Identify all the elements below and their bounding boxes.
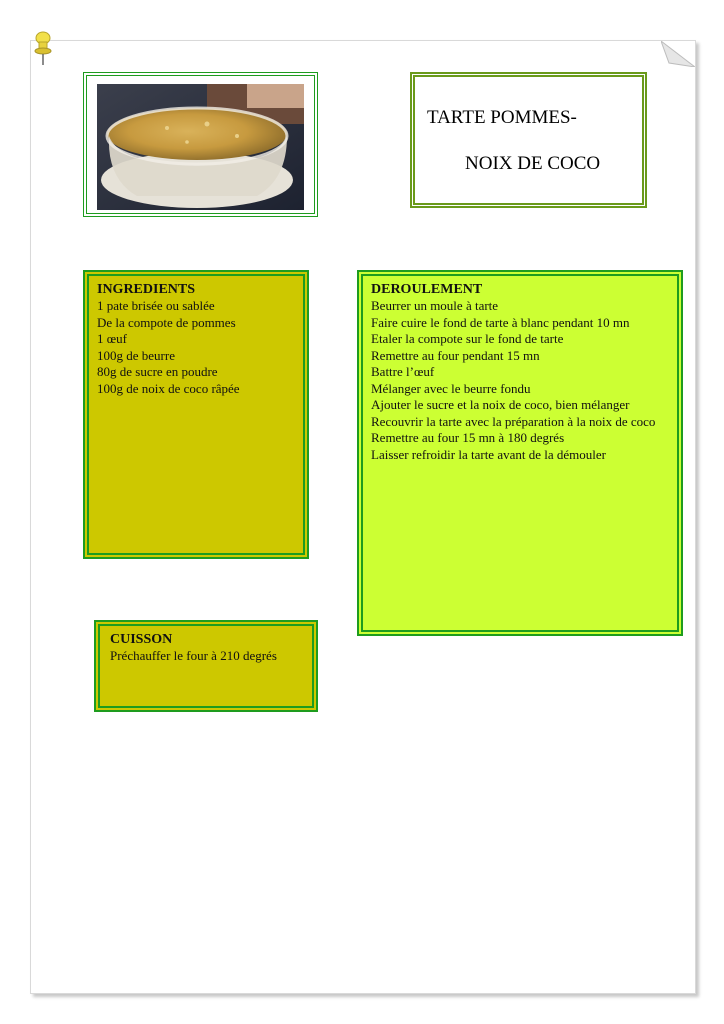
pushpin-icon — [33, 30, 53, 66]
deroulement-heading: DEROULEMENT — [371, 282, 483, 297]
ingredient-item: 1 pate brisée ou sablée — [97, 298, 215, 313]
ingredient-item: 1 œuf — [97, 331, 127, 346]
ingredients-box — [83, 270, 309, 559]
recipe-title-line-2: NOIX DE COCO — [465, 153, 601, 174]
deroulement-step: Beurrer un moule à tarte — [371, 298, 499, 313]
page-corner-fold-icon — [661, 41, 695, 67]
deroulement-step: Remettre au four 15 mn à 180 degrés — [371, 430, 565, 445]
deroulement-step: Mélanger avec le beurre fondu — [371, 380, 531, 396]
photo-frame — [83, 72, 318, 217]
tart-photo-icon — [97, 84, 304, 210]
ingredient-item: 80g de sucre en poudre — [97, 364, 218, 379]
deroulement-step: Ajouter le sucre et la noix de coco, bien mélanger — [371, 397, 630, 412]
recipe-title-line-1: TARTE POMMES- — [427, 107, 577, 128]
deroulement-step: Recouvrir la tarte avec la préparation à la noix de coco — [371, 413, 656, 429]
deroulement-step: Etaler la compote sur le fond de tarte — [371, 331, 564, 346]
cuisson-box — [94, 620, 318, 712]
ingredient-item: 100g de noix de coco râpée — [97, 380, 240, 396]
recipe-title-box — [410, 72, 647, 208]
deroulement-step: Faire cuire le fond de tarte à blanc pendant 10 mn — [371, 314, 630, 330]
deroulement-step: Remettre au four pendant 15 mn — [371, 347, 540, 363]
deroulement-step: Battre l’œuf — [371, 364, 435, 379]
ingredients-heading: INGREDIENTS — [97, 282, 196, 297]
ingredient-item: 100g de beurre — [97, 347, 175, 363]
cuisson-text: Préchauffer le four à 210 degrés — [110, 648, 277, 663]
cuisson-heading: CUISSON — [110, 632, 173, 647]
deroulement-box — [357, 270, 683, 636]
ingredient-item: De la compote de pommes — [97, 314, 236, 330]
deroulement-step: Laisser refroidir la tarte avant de la démouler — [371, 446, 606, 462]
